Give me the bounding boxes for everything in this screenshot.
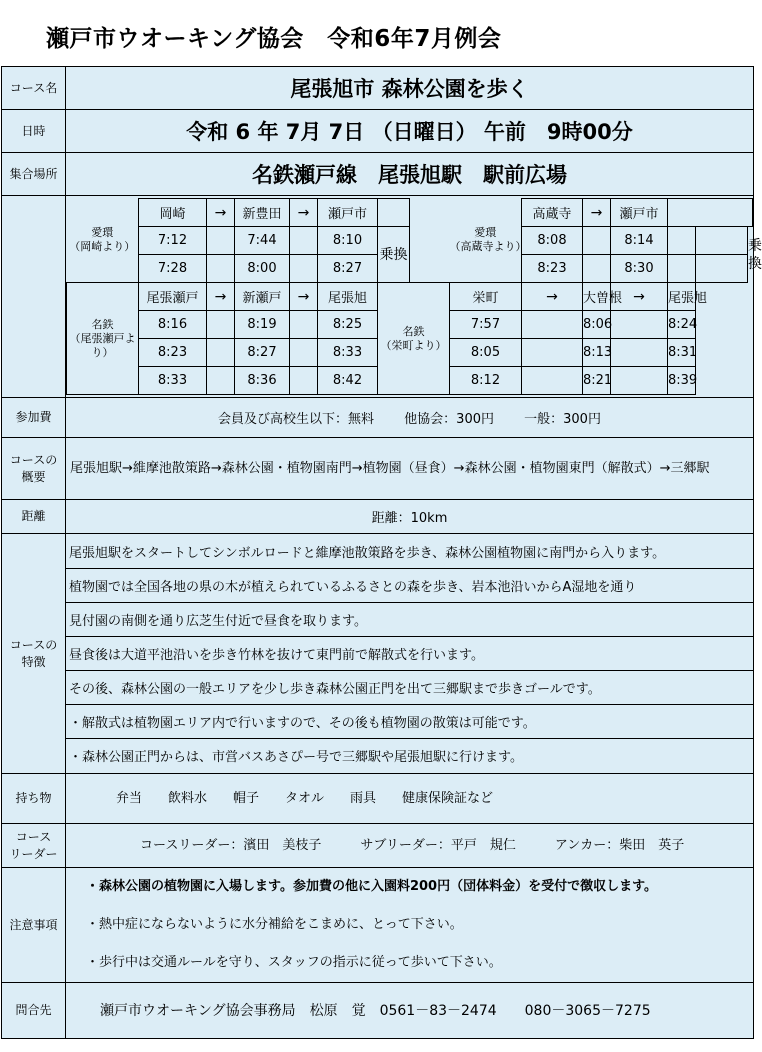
fee-value: 会員及び高校生以下：無料 他協会：300円 一般：300円: [66, 398, 754, 438]
time-cell: 8:33: [139, 367, 207, 395]
belongings-value: 弁当 飲料水 帽子 タオル 雨具 健康保険証など: [66, 774, 754, 824]
row-overview: [2, 438, 754, 500]
event-info-table: [1, 66, 762, 1039]
notes-label: 注意事項: [2, 868, 66, 983]
row-features: [2, 534, 754, 774]
arrow-icon: →: [583, 199, 611, 227]
station-name: 高蔵寺: [522, 199, 583, 227]
station-name: 新豊田: [235, 199, 290, 227]
features-list: [66, 535, 753, 772]
time-cell: 8:13: [583, 339, 611, 367]
row-meeting: [2, 153, 754, 196]
note-line: ・森林公園の植物園に入場します。参加費の他に入園料200円（団体料金）を受付で徴収します。: [86, 879, 658, 894]
contact-label: 問合先: [2, 983, 66, 1039]
course-label: コース名: [2, 67, 66, 110]
course-name: 尾張旭市 森林公園を歩く: [66, 67, 754, 110]
feature-line: 尾張旭駅をスタートしてシンボルロードと維摩池散策路を歩き、森林公園植物園に南門から入ります。: [66, 535, 753, 569]
feature-line: 植物園では全国各地の県の木が植えられているふるさとの森を歩き、岩本池沿いからA湿地を通り: [66, 569, 753, 603]
transfer-label: 乗換: [748, 237, 762, 272]
feature-line: ・解散式は植物園エリア内で行いますので、その後も植物園の散策は可能です。: [66, 705, 753, 739]
meeting-label: 集合場所: [2, 153, 66, 196]
time-cell: 8:27: [318, 255, 378, 283]
distance-value: 距離：10km: [66, 500, 754, 534]
time-cell: 8:39: [668, 367, 696, 395]
time-cell: 8:19: [235, 311, 290, 339]
time-cell: 8:42: [318, 367, 378, 395]
datetime-label: 日時: [2, 110, 66, 153]
time-cell: 8:36: [235, 367, 290, 395]
notes-list: [66, 868, 754, 983]
feature-line: 見付園の南側を通り広芝生付近で昼食を取ります。: [66, 603, 753, 637]
arrow-icon: →: [290, 283, 318, 311]
row-contact: [2, 983, 754, 1039]
distance-label: 距離: [2, 500, 66, 534]
aikan-okazaki-group-label: 愛環 （岡崎より）: [69, 226, 136, 254]
row-course: [2, 67, 754, 110]
contact-value: 瀬戸市ウオーキング協会事務局 松原 覚 0561－83－2474 080－3065－7275: [66, 983, 754, 1039]
arrow-icon: →: [207, 283, 235, 311]
row-fee: [2, 398, 754, 438]
meitetsu-sakaemachi-group-label: 名鉄 （栄町より）: [378, 283, 450, 395]
time-cell: 8:12: [450, 367, 522, 395]
meeting-value: 名鉄瀬戸線 尾張旭駅 駅前広場: [66, 153, 754, 196]
time-cell: 8:30: [611, 255, 668, 283]
time-cell: 8:05: [450, 339, 522, 367]
features-label: コースの 特徴: [2, 534, 66, 774]
station-name: 瀬戸市: [318, 199, 378, 227]
time-cell: 8:08: [522, 227, 583, 255]
time-cell: 8:00: [235, 255, 290, 283]
feature-line: ・森林公園正門からは、市営バスあさぴー号で三郷駅や尾張旭駅に行けます。: [69, 750, 523, 765]
row-notes: [2, 868, 754, 983]
time-cell: 8:23: [522, 255, 583, 283]
row-schedule: [2, 196, 754, 398]
time-cell: 7:28: [139, 255, 207, 283]
time-cell: 8:33: [318, 339, 378, 367]
arrow-icon: →: [290, 199, 318, 227]
station-name: 大曽根: [583, 283, 611, 311]
station-name: 尾張旭: [668, 283, 696, 311]
time-cell: 8:25: [318, 311, 378, 339]
leaders-label: コース リーダー: [2, 824, 66, 868]
overview-label: コースの 概要: [2, 438, 66, 500]
fee-label: 参加費: [2, 398, 66, 438]
row-leaders: [2, 824, 754, 868]
station-name: 栄町: [450, 283, 522, 311]
note-line: ・歩行中は交通ルールを守り、スタッフの指示に従って歩いて下さい。: [86, 955, 502, 970]
time-cell: 8:06: [583, 311, 611, 339]
time-cell: 8:27: [235, 339, 290, 367]
row-distance: [2, 500, 754, 534]
time-cell: 8:31: [668, 339, 696, 367]
arrow-icon: →: [522, 283, 583, 311]
row-datetime: [2, 110, 754, 153]
time-cell: 7:44: [235, 227, 290, 255]
belongings-label: 持ち物: [2, 774, 66, 824]
page-title: 瀬戸市ウオーキング協会 令和6年7月例会: [46, 26, 502, 52]
train-schedule: [66, 198, 762, 395]
row-belongings: [2, 774, 754, 824]
datetime-value: 令和 6 年 7月 7日 （日曜日） 午前 9時00分: [66, 110, 754, 153]
arrow-icon: →: [611, 283, 668, 311]
time-cell: 8:14: [611, 227, 668, 255]
time-cell: 8:21: [583, 367, 611, 395]
time-cell: 8:16: [139, 311, 207, 339]
time-cell: 7:57: [450, 311, 522, 339]
station-name: 岡崎: [139, 199, 207, 227]
time-cell: 8:24: [668, 311, 696, 339]
aikan-kozoji-group-label: 愛環 （高蔵寺より）: [449, 226, 527, 254]
leaders-value: コースリーダー：濱田 美枝子 サブリーダー：平戸 規仁 アンカー：柴田 英子: [66, 824, 754, 868]
station-name: 新瀬戸: [235, 283, 290, 311]
time-cell: 8:23: [139, 339, 207, 367]
page-header: [0, 0, 755, 66]
arrow-icon: →: [207, 199, 235, 227]
station-name: 尾張旭: [318, 283, 378, 311]
time-cell: 8:10: [318, 227, 378, 255]
note-line: ・熱中症にならないように水分補給をこまめに、とって下さい。: [86, 917, 463, 932]
station-name: 瀬戸市: [611, 199, 668, 227]
time-cell: 7:12: [139, 227, 207, 255]
station-name: 尾張瀬戸: [139, 283, 207, 311]
transfer-label: 乗換: [378, 227, 410, 283]
overview-value: 尾張旭駅→維摩池散策路→森林公園・植物園南門→植物園（昼食）→森林公園・植物園東門（解散式）→三郷駅: [66, 438, 754, 500]
feature-line: その後、森林公園の一般エリアを少し歩き森林公園正門を出て三郷駅まで歩きゴールです。: [66, 671, 753, 705]
feature-line: 昼食後は大道平池沿いを歩き竹林を抜けて東門前で解散式を行います。: [66, 637, 753, 671]
meitetsu-owariseto-group-label: 名鉄 （尾張瀬戸より）: [67, 283, 139, 395]
